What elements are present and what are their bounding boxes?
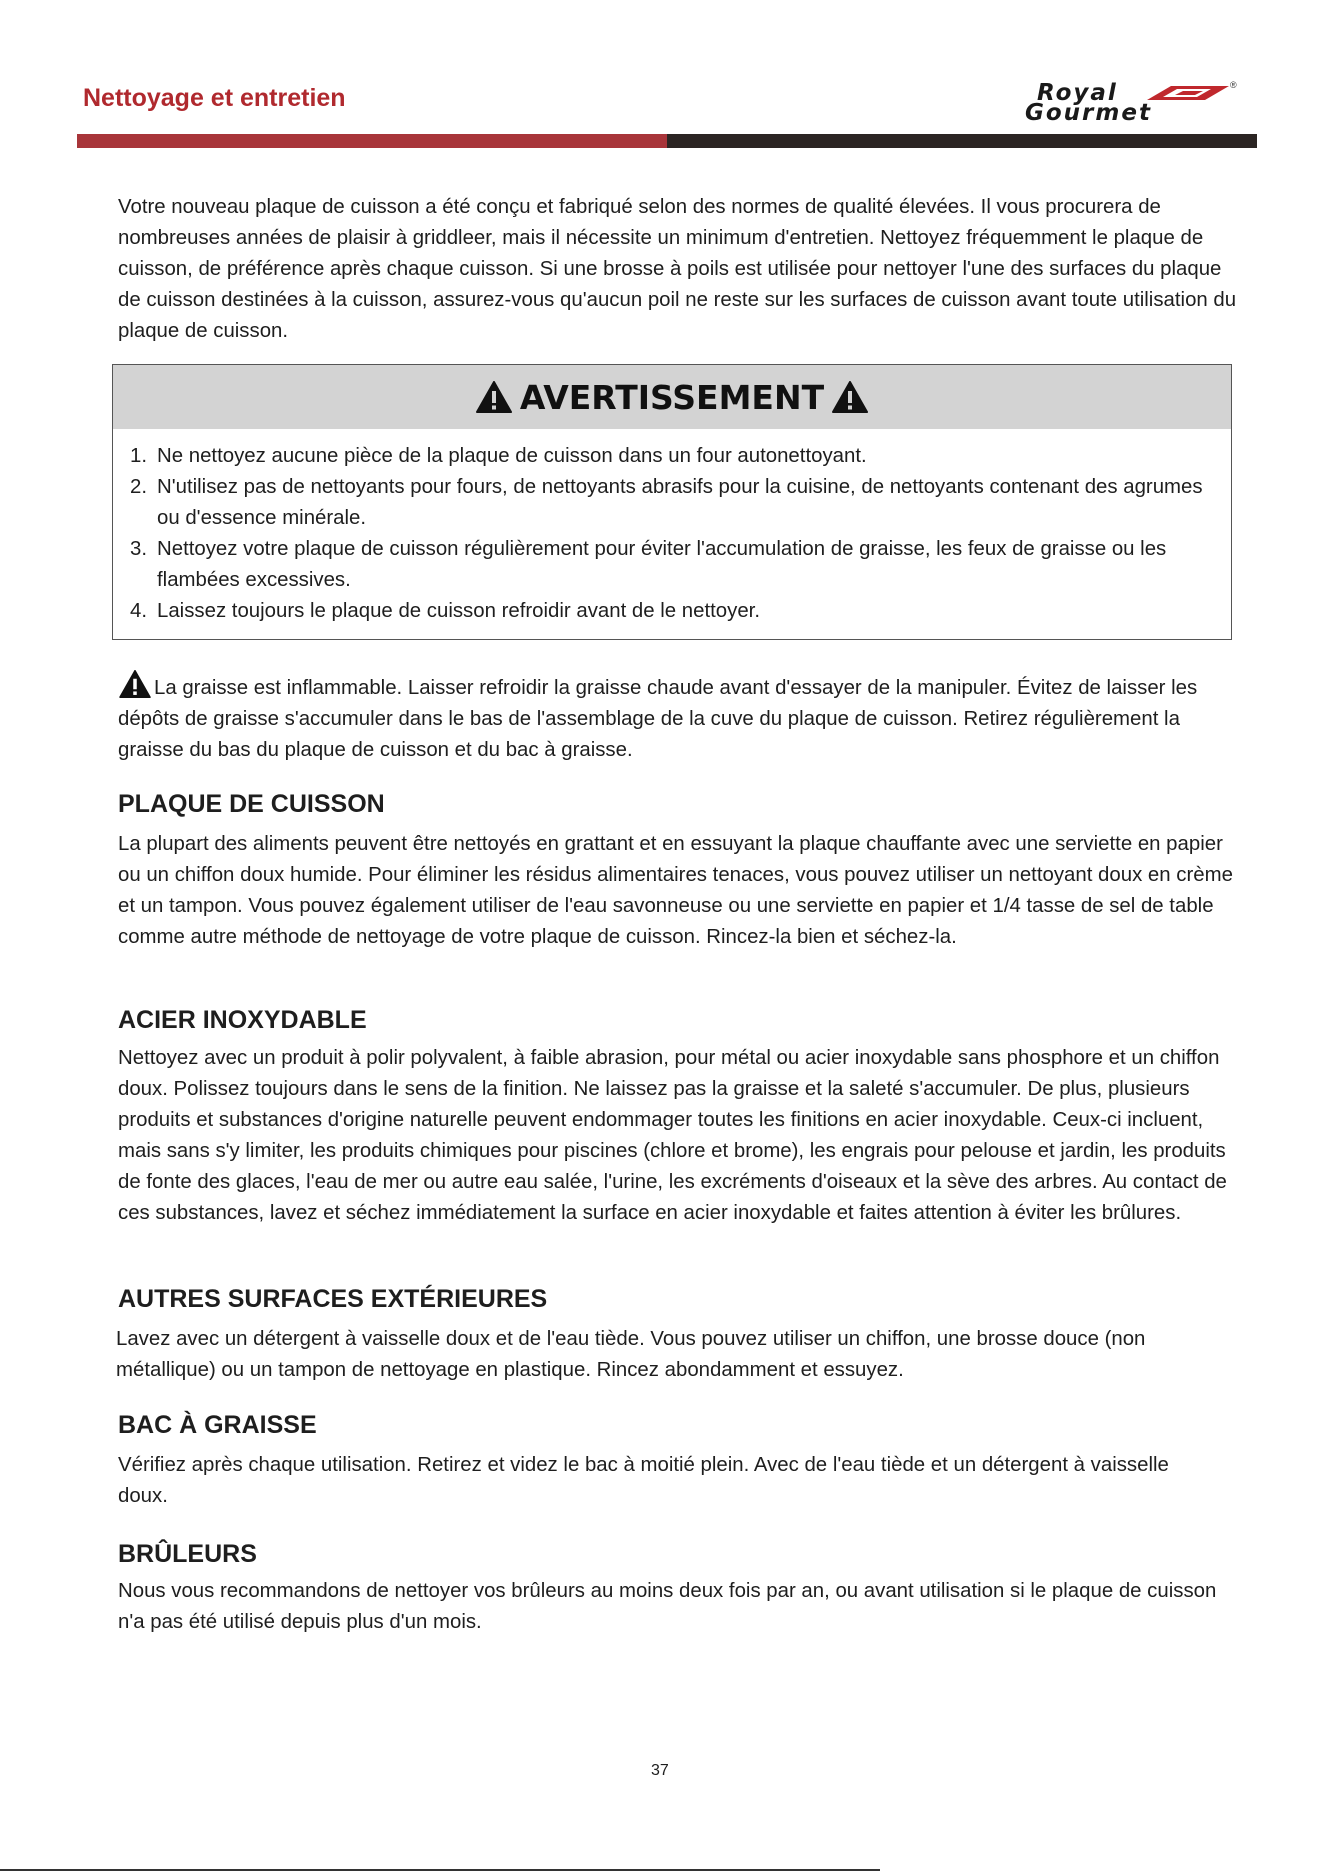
warning-item <box>113 534 1231 596</box>
warning-title: AVERTISSEMENT <box>519 377 825 417</box>
header-bar-red <box>77 134 667 148</box>
warning-item-number: 1. <box>130 445 148 467</box>
warning-icon <box>476 381 512 413</box>
page-header-title: Nettoyage et entretien <box>83 84 346 112</box>
warning-item-text: Ne nettoyez aucune pièce de la plaque de cuisson dans un four autonettoyant. <box>157 445 867 467</box>
registered-mark: ® <box>1230 80 1237 90</box>
section-body-acier: Nettoyez avec un produit à polir polyvalent, à faible abrasion, pour métal ou acier inoxydable sans phosphore et un chiffon doux. Polissez toujours dans le sens de la finition. Ne laissez pas la graisse et la saleté s'accumuler. De plus, plusieurs produits et substances d'origine naturelle peuvent endommager toutes les finitions en acier inoxydable. Ceux-ci incluent, mais sans s'y limiter, les produits chimiques pour piscines (chlore et brome), les engrais pour pelouse et jardin, les produits de fonte des glaces, l'eau de mer ou autre eau salée, l'urine, les excréments d'oiseaux et la sève des arbres. Au contact de ces substances, lavez et séchez immédiatement la surface en acier inoxydable et faites attention à éviter les brûlures. <box>118 1047 1227 1224</box>
section-heading-bac: BAC À GRAISSE <box>118 1411 317 1439</box>
logo-line-2: Gourmet <box>1025 100 1152 126</box>
header-bar-dark <box>667 134 1257 148</box>
footer-divider <box>0 1869 880 1871</box>
warning-item <box>113 596 1231 627</box>
logo-line-1: Royal <box>1037 80 1118 106</box>
brand-logo <box>1025 82 1240 126</box>
section-body-bruleurs: Nous vous recommandons de nettoyer vos brûleurs au moins deux fois par an, ou avant utilisation si le plaque de cuisson n'a pas été utilisé depuis plus d'un mois. <box>118 1580 1217 1633</box>
warning-item-text: Laissez toujours le plaque de cuisson refroidir avant de le nettoyer. <box>157 600 761 622</box>
warning-icon <box>118 670 152 698</box>
section-heading-autres: AUTRES SURFACES EXTÉRIEURES <box>118 1285 548 1313</box>
intro-paragraph: Votre nouveau plaque de cuisson a été conçu et fabriqué selon des normes de qualité élevées. Il vous procurera de nombreuses années de plaisir à griddleer, mais il nécessite un minimum d'entretien. Nettoyez fréquemment le plaque de cuisson, de préférence après chaque cuisson. Si une brosse à poils est utilisée pour nettoyer l'une des surfaces du plaque de cuisson destinées à la cuisson, assurez-vous qu'aucun poil ne reste sur les surfaces de cuisson avant toute utilisation du plaque de cuisson. <box>118 196 1237 342</box>
warning-item-number: 2. <box>130 476 148 498</box>
grease-warning-text: La graisse est inflammable. Laisser refroidir la graisse chaude avant d'essayer de la manipuler. Évitez de laisser les dépôts de graisse s'accumuler dans le bas de l'assemblage de la cuve du plaque de cuisson. Retirez régulièrement la graisse du bas du plaque de cuisson et du bac à graisse. <box>118 677 1198 761</box>
section-body-autres: Lavez avec un détergent à vaisselle doux et de l'eau tiède. Vous pouvez utiliser un chiffon, une brosse douce (non métallique) ou un tampon de nettoyage en plastique. Rincez abondamment et essuyez. <box>116 1328 1146 1381</box>
warning-item-number: 3. <box>130 538 148 560</box>
warning-icon <box>832 381 868 413</box>
section-heading-acier: ACIER INOXYDABLE <box>118 1006 367 1034</box>
warning-item-text: Nettoyez votre plaque de cuisson régulièrement pour éviter l'accumulation de graisse, les feux de graisse ou les flambées excessives. <box>157 538 1167 591</box>
warning-item-text: N'utilisez pas de nettoyants pour fours, de nettoyants abrasifs pour la cuisine, de nettoyants contenant des agrumes ou d'essence minérale. <box>157 476 1203 529</box>
section-heading-plaque: PLAQUE DE CUISSON <box>118 790 385 818</box>
grease-warning <box>118 670 1233 766</box>
section-heading-bruleurs: BRÛLEURS <box>118 1540 257 1568</box>
section-body-plaque: La plupart des aliments peuvent être nettoyés en grattant et en essuyant la plaque chauffante avec une serviette en papier ou un chiffon doux humide. Pour éliminer les résidus alimentaires tenaces, vous pouvez utiliser un nettoyant doux en crème et un tampon. Vous pouvez également utiliser de l'eau savonneuse ou une serviette en papier et 1/4 tasse de sel de table comme autre méthode de nettoyage de votre plaque de cuisson. Rincez-la bien et séchez-la. <box>118 833 1233 948</box>
warning-list <box>113 441 1231 627</box>
warning-item <box>113 441 1231 472</box>
page-number: 37 <box>651 1762 669 1779</box>
warning-header <box>113 365 1231 429</box>
section-body-bac: Vérifiez après chaque utilisation. Retirez et videz le bac à moitié plein. Avec de l'eau tiède et un détergent à vaisselle doux. <box>118 1454 1169 1507</box>
warning-box <box>112 364 1232 640</box>
warning-item-number: 4. <box>130 600 148 622</box>
logo-flame-icon <box>1141 84 1233 102</box>
warning-item <box>113 472 1231 534</box>
